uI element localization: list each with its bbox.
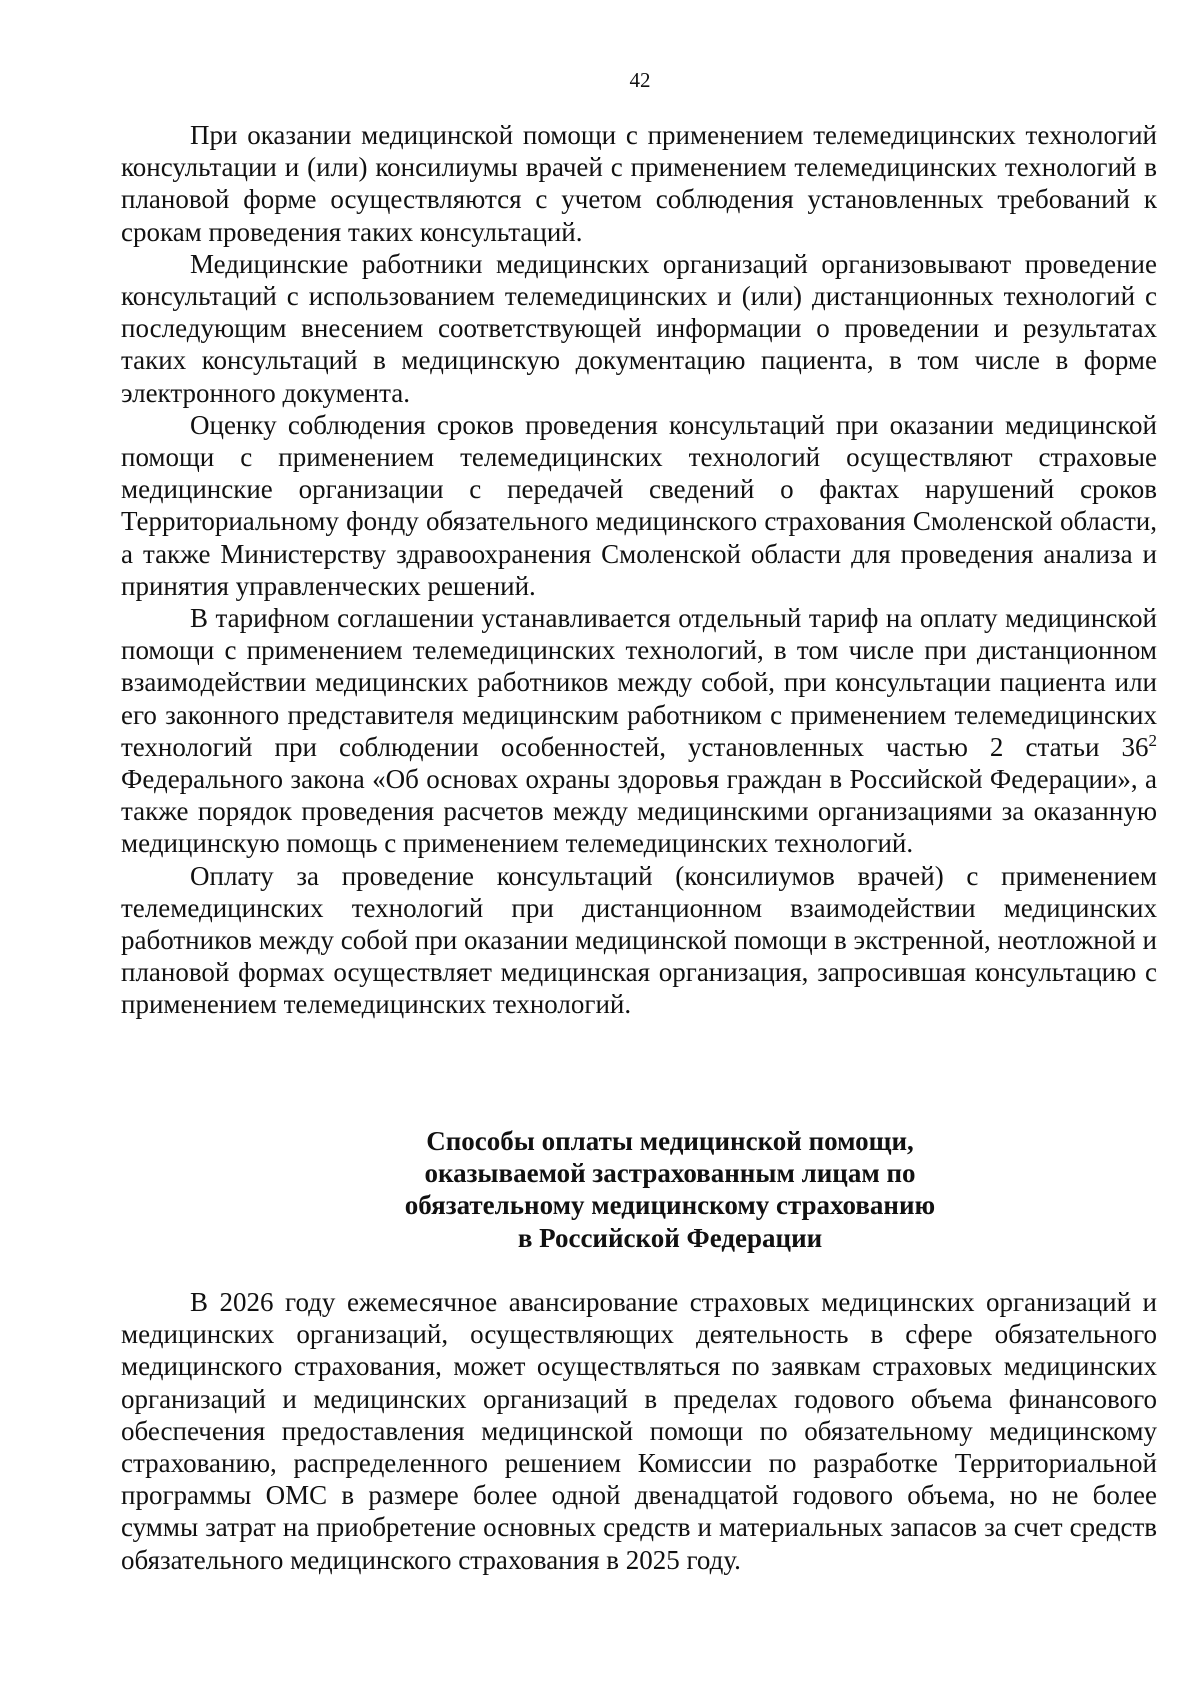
article-superscript: 2	[1148, 730, 1157, 750]
telemedicine-section-body	[121, 119, 1157, 1021]
heading-line: Способы оплаты медицинской помощи,	[426, 1126, 914, 1156]
paragraph-consultation-timing: При оказании медицинской помощи с применением телемедицинских технологий консультации и (или) консилиумы врачей с применением телемедицинских технологий в плановой форме осуществляются с учетом соблюдения установленных требований к срокам проведения таких консультаций.	[121, 120, 1157, 247]
paragraph-monthly-advance: В 2026 году ежемесячное авансирование страховых медицинских организаций и медицинских организаций, осуществляющих деятельность в сфере обязательного медицинского страхования, может осуществляться по заявкам страховых медицинских организаций и медицинских организаций в пределах годового объема финансового обеспечения предоставления медицинской помощи по обязательному медицинскому страхованию, распределенного решением Комиссии по разработке Территориальной программы ОМС в размере более одной двенадцатой годового объема, но не более суммы затрат на приобретение основных средств и материальных запасов за счет средств обязательного медицинского страхования в 2025 году.	[121, 1287, 1157, 1575]
paragraph-timing-assessment: Оценку соблюдения сроков проведения консультаций при оказании медицинской помощи с применением телемедицинских технологий осуществляют страховые медицинские организации с передачей сведений о фактах нарушений сроков Территориальному фонду обязательного медицинского страхования Смоленской области, а также Министерству здравоохранения Смоленской области для проведения анализа и принятия управленческих решений.	[121, 409, 1157, 601]
paragraph-consultation-organization: Медицинские работники медицинских организаций организовывают проведение консультаций с использованием телемедицинских и (или) дистанционных технологий с последующим внесением соответствующей информации о проведении и результатах таких консультаций в медицинскую документацию пациента, в том числе в форме электронного документа.	[121, 248, 1157, 408]
section-heading	[330, 1125, 1010, 1254]
paragraph-tariff	[121, 602, 1157, 860]
heading-line: обязательному медицинскому страхованию	[404, 1190, 936, 1221]
tariff-text-after: Федерального закона «Об основах охраны здоровья граждан в Российской Федерации», а также порядок проведения расчетов между медицинскими организациями за оказанную медицинскую помощь с применением телемедицинских технологий.	[121, 764, 1157, 859]
paragraph-consultation-payment: Оплату за проведение консультаций (консилиумов врачей) с применением телемедицинских технологий при дистанционном взаимодействии медицинских работников между собой при оказании медицинской помощи в экстренной, неотложной и плановой формах осуществляет медицинская организация, запросившая консультацию с применением телемедицинских технологий.	[121, 860, 1157, 1020]
payment-methods-body	[121, 1286, 1157, 1576]
heading-line: в Российской Федерации	[517, 1222, 823, 1253]
heading-line: оказываемой застрахованным лицам по	[424, 1158, 916, 1189]
page-number: 42	[629, 68, 651, 92]
tariff-text-before: В тарифном соглашении устанавливается отдельный тариф на оплату медицинской помощи с применением телемедицинских технологий, в том числе при дистанционном взаимодействии медицинских работников между собой, при консультации пациента или его законного представителя медицинским работником с применением телемедицинских технологий при соблюдении особенностей, установленных частью 2 статьи 36	[121, 603, 1157, 762]
